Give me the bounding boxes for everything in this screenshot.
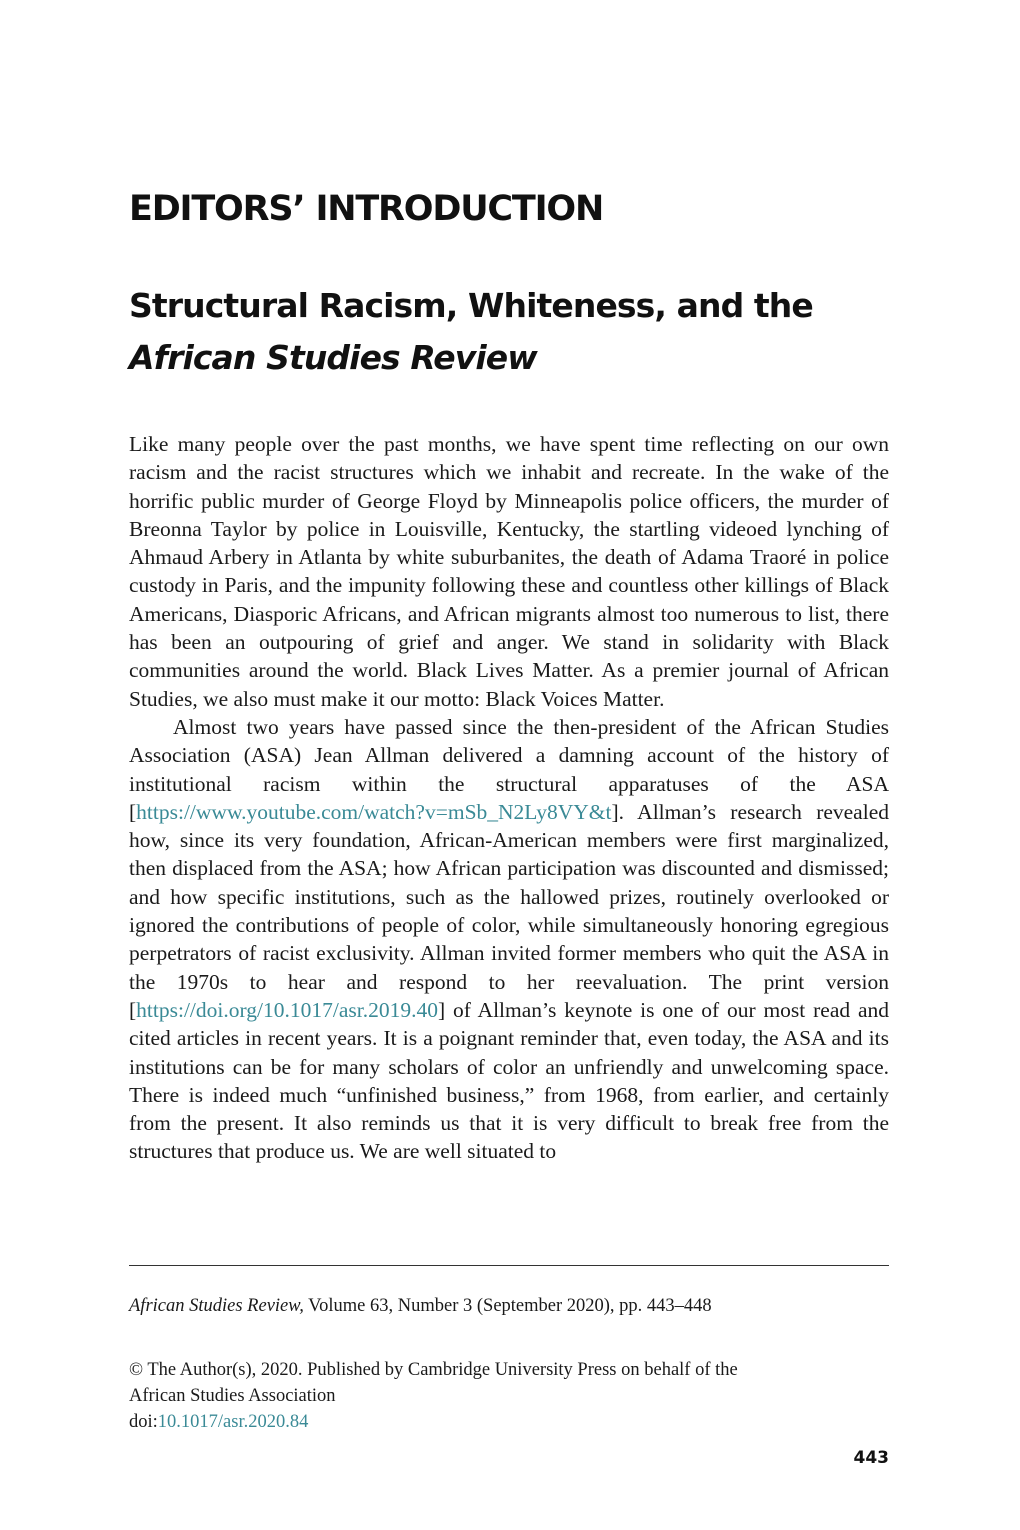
- youtube-keynote-link[interactable]: https://www.youtube.com/watch?v=mSb_N2Ly8VY&t: [136, 799, 612, 824]
- article-body: [129, 430, 889, 1166]
- section-kicker: EDITORS’ INTRODUCTION: [129, 189, 604, 229]
- copyright-notice: [129, 1357, 889, 1435]
- title-line-1: Structural Racism, Whiteness, and the: [129, 286, 813, 325]
- paragraph-2: [129, 713, 889, 1166]
- copyright-line-1: © The Author(s), 2020. Published by Cambridge University Press on behalf of the: [129, 1360, 738, 1380]
- paragraph-1: Like many people over the past months, we have spent time reflecting on our own racism and the racist structures which we inhabit and recreate. In the wake of the horrific public murder of George Floyd by Minneapolis police officers, the murder of Breonna Taylor by police in Louisville, Kentucky, the startling videoed lynching of Ahmaud Arbery in Atlanta by white suburbanites, the death of Adama Traoré in police custody in Paris, and the impunity following these and countless other killings of Black Americans, Diasporic Africans, and African migrants almost too numerous to list, there has been an outpouring of grief and anger. We stand in solidarity with Black communities around the world. Black Lives Matter. As a premier journal of African Studies, we also must make it our motto: Black Voices Matter.: [129, 432, 889, 711]
- copyright-line-2: African Studies Association: [129, 1386, 336, 1406]
- article-title: [129, 280, 889, 384]
- citation-details: Volume 63, Number 3 (September 2020), pp. 443–448: [303, 1296, 712, 1316]
- print-version-doi-link[interactable]: https://doi.org/10.1017/asr.2019.40: [136, 997, 438, 1022]
- journal-citation: [129, 1293, 889, 1319]
- paragraph-2-text-c: ] of Allman’s keynote is one of our most read and cited articles in recent years. It is a poignant reminder that, even today, the ASA and its institutions can be for many scholars of color an unfriendly and unwelcoming space. There is indeed much “unfinished business,” from 1968, from earlier, and certainly from the present. It also reminds us that it is very difficult to break free from the structures that produce us. We are well situated to: [129, 997, 889, 1164]
- footnote-divider: [129, 1265, 889, 1266]
- title-journal-name: African Studies Review: [129, 338, 537, 377]
- doi-label: doi:: [129, 1412, 158, 1432]
- page-number: 443: [853, 1448, 889, 1468]
- doi-link[interactable]: 10.1017/asr.2020.84: [157, 1412, 309, 1432]
- citation-journal-name: African Studies Review,: [129, 1296, 304, 1316]
- paragraph-2-text-b: ]. Allman’s research revealed how, since its very foundation, African-American members were first marginalized, then displaced from the ASA; how African participation was discounted and dismissed; and how specific institutions, such as the hallowed prizes, routinely overlooked or ignored the contributions of people of color, while simultaneously honoring egregious perpetrators of racist exclusivity. Allman invited former members who quit the ASA in the 1970s to hear and respond to her reevaluation. The print version [: [129, 799, 889, 1022]
- doi-line: [129, 1409, 889, 1435]
- paragraph-2-text-a: Almost two years have passed since the then-president of the African Studies Association (ASA) Jean Allman delivered a damning account of the history of institutional racism within the structural apparatuses of the ASA [: [129, 714, 889, 824]
